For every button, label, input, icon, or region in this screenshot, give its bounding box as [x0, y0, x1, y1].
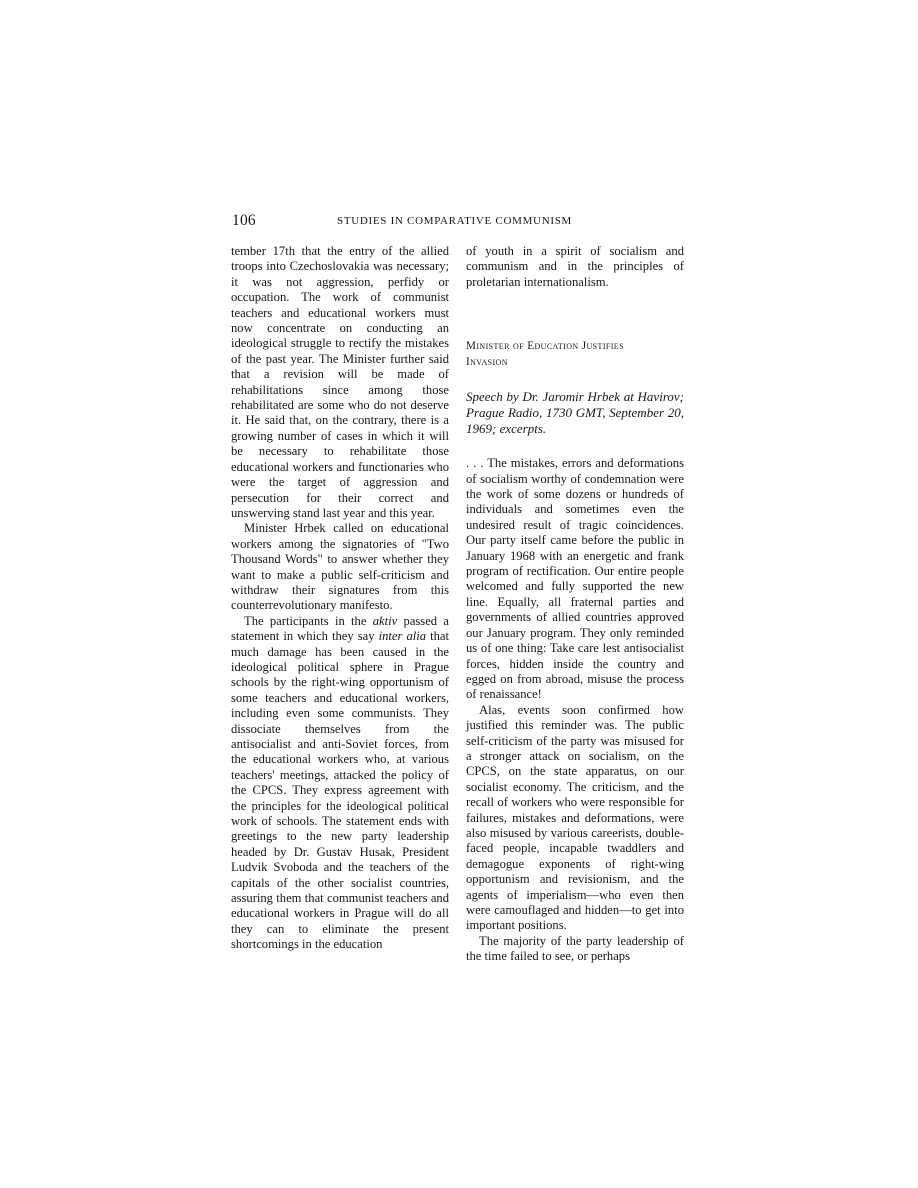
- paragraph: The majority of the party leadership of the time failed to see, or perhaps: [466, 933, 684, 964]
- spacer: [466, 437, 684, 456]
- paragraph: Minister Hrbek called on educational workers among the signatories of "Two Thousand Words" to answer whether they want to make a public self-criticism and withdraw their signatures from this counterrevolutionary manifesto.: [231, 521, 449, 613]
- section-heading-line: Minister of Education Justifies: [466, 340, 624, 353]
- right-column: [466, 244, 684, 965]
- section-heading-line: Invasion: [466, 356, 508, 369]
- paragraph: tember 17th that the entry of the allied troops into Czechoslovakia was necessary; it was not aggression, perfidy or occupation. The work of communist teachers and educational workers must now concentrate on conducting an ideological struggle to rectify the mistakes of the past year. The Minister further said that a revision will be made of rehabilitations since among those rehabilitated are some who do not deserve it. He said that, on the contrary, there is a growing number of cases in which it will be necessary to rehabilitate those educational workers and functionaries who were the target of aggression and persecution for their correct and unswerving stand last year and this year.: [231, 244, 449, 520]
- source-citation: Speech by Dr. Jaromir Hrbek at Havirov; Prague Radio, 1730 GMT, September 20, 1969; excerpts.: [466, 389, 684, 437]
- section-heading: [466, 338, 684, 370]
- spacer: [466, 370, 684, 389]
- spacer: [466, 290, 684, 338]
- left-column: [231, 244, 449, 953]
- paragraph: . . . The mistakes, errors and deformations of socialism worthy of condemnation were the work of some dozens or hundreds of individuals and sometimes even the undesired result of tragic coincidences. Our party itself came before the public in January 1968 with an energetic and frank program of rectification. Our entire people welcomed and fully supported the new line. Equally, all fraternal parties and governments of allied countries approved our January program. They only reminded us of one thing: Take care lest antisocialist forces, hidden inside the country and egged on from abroad, misuse the process of renaissance!: [466, 456, 684, 702]
- page-number: 106: [232, 212, 256, 229]
- text-span: The participants in the: [244, 613, 373, 628]
- italic-term: inter alia: [378, 629, 427, 644]
- text-span: passed a statement in which they say: [231, 613, 449, 644]
- running-head: STUDIES IN COMPARATIVE COMMUNISM: [337, 215, 572, 227]
- paragraph: Alas, events soon confirmed how justified this reminder was. The public self-criticism of the party was misused for a stronger attack on socialism, on the CPCS, on the state apparatus, on our socialist economy. The criticism, and the recall of workers who were responsible for failures, mistakes and deformations, were also misused by various careerists, double-faced people, incapable twaddlers and demagogue exponents of right-wing opportunism and revisionism, and the agents of imperialism—who even then were camouflaged and hidden—to get into important positions.: [466, 702, 684, 933]
- paragraph: [231, 614, 449, 953]
- page-header: [232, 212, 687, 236]
- text-span: that much damage has been caused in the ideological political sphere in Prague schools by the right-wing opportunism of some teachers and educational workers, including even some communists. They dissociate themselves from the antisocialist and anti-Soviet forces, from the educational workers who, at various teachers' meetings, attacked the policy of the CPCS. They express agreement with the principles for the ideological political work of schools. The statement ends with greetings to the new party leadership headed by Dr. Gustav Husak, President Ludvik Svoboda and the teachers of the capitals of the other socialist countries, assuring them that communist teachers and educational workers in Prague will do all they can to eliminate the present shortcomings in the education: [231, 629, 449, 952]
- italic-term: aktiv: [372, 613, 398, 628]
- paragraph: of youth in a spirit of socialism and communism and in the principles of proletarian internationalism.: [466, 244, 684, 289]
